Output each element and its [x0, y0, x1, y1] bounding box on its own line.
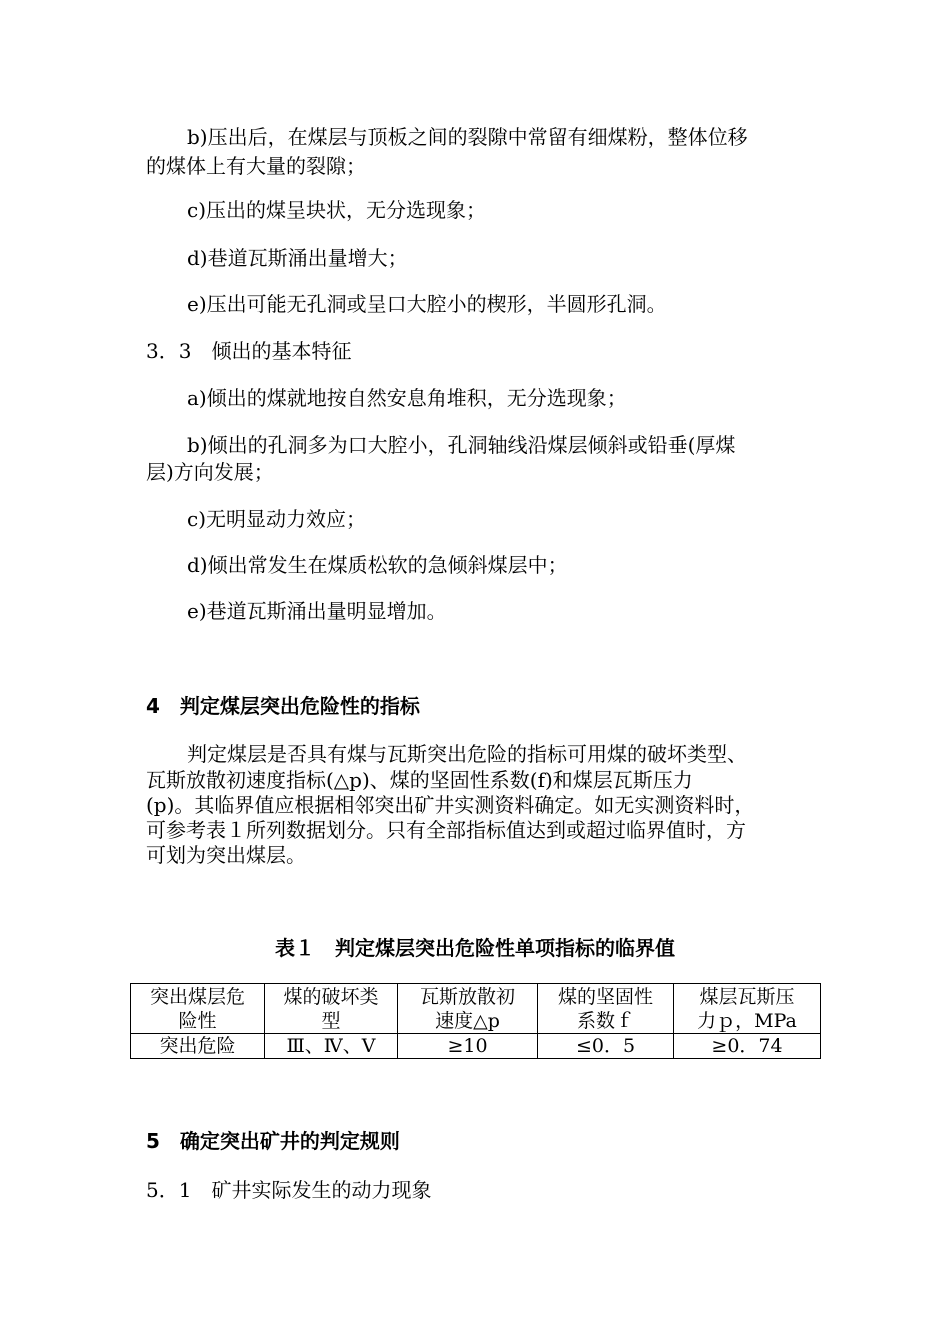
item-c-tipout: c)无明显动力效应； — [187, 507, 367, 531]
table-cell: Ⅲ、Ⅳ、Ⅴ — [265, 1034, 398, 1059]
item-a-tipout: a)倾出的煤就地按自然安息角堆积，无分选现象； — [187, 386, 627, 410]
table-header-row — [131, 984, 821, 1034]
table-cell: ≥0．74 — [674, 1034, 821, 1059]
table-row — [131, 1034, 821, 1059]
table-cell: ≤0．5 — [538, 1034, 674, 1059]
text-line: (p)。其临界值应根据相邻突出矿井实测资料确定。如无实测资料时， — [146, 793, 755, 817]
text-line: b)压出后，在煤层与顶板之间的裂隙中常留有细煤粉，整体位移 — [187, 125, 748, 149]
paragraph-e-pressout: e)压出可能无孔洞或呈口大腔小的楔形，半圆形孔洞。 — [187, 292, 667, 316]
table-cell: 突出危险 — [131, 1034, 265, 1059]
paragraph-d-pressout: d)巷道瓦斯涌出量增大； — [187, 246, 408, 270]
item-e-tipout: e)巷道瓦斯涌出量明显增加。 — [187, 599, 447, 623]
paragraph-c-pressout: c)压出的煤呈块状，无分选现象； — [187, 198, 487, 222]
table-header-cell: 突出煤层危 险性 — [131, 984, 265, 1034]
section-5-title: 5 确定突出矿井的判定规则 — [146, 1129, 400, 1153]
text-line: b)倾出的孔洞多为口大腔小，孔洞轴线沿煤层倾斜或铅垂(厚煤 — [187, 433, 736, 457]
text-line: 判定煤层是否具有煤与瓦斯突出危险的指标可用煤的破坏类型、 — [187, 742, 747, 766]
criteria-table — [130, 983, 821, 1059]
text-line: 可划为突出煤层。 — [146, 843, 306, 867]
text-line: 的煤体上有大量的裂隙； — [146, 154, 366, 178]
table-header-cell: 瓦斯放散初 速度△p — [398, 984, 538, 1034]
table-header-cell: 煤的破坏类 型 — [265, 984, 398, 1034]
section-5-1-title: 5．1 矿井实际发生的动力现象 — [146, 1178, 432, 1202]
table-cell: ≥10 — [398, 1034, 538, 1059]
section-3-3-title: 3．3 倾出的基本特征 — [146, 339, 352, 363]
text-line: 层)方向发展； — [146, 460, 274, 484]
table-header-cell: 煤层瓦斯压 力ｐ，MPa — [674, 984, 821, 1034]
table-header-cell: 煤的坚固性 系数ｆ — [538, 984, 674, 1034]
text-line: 可参考表１所列数据划分。只有全部指标值达到或超过临界值时，方 — [146, 818, 746, 842]
text-line: 瓦斯放散初速度指标(△p)、煤的坚固性系数(f)和煤层瓦斯压力 — [146, 768, 693, 792]
table-title: 表１ 判定煤层突出危险性单项指标的临界值 — [275, 936, 675, 960]
item-d-tipout: d)倾出常发生在煤质松软的急倾斜煤层中； — [187, 553, 568, 577]
section-4-title: 4 判定煤层突出危险性的指标 — [146, 694, 420, 718]
